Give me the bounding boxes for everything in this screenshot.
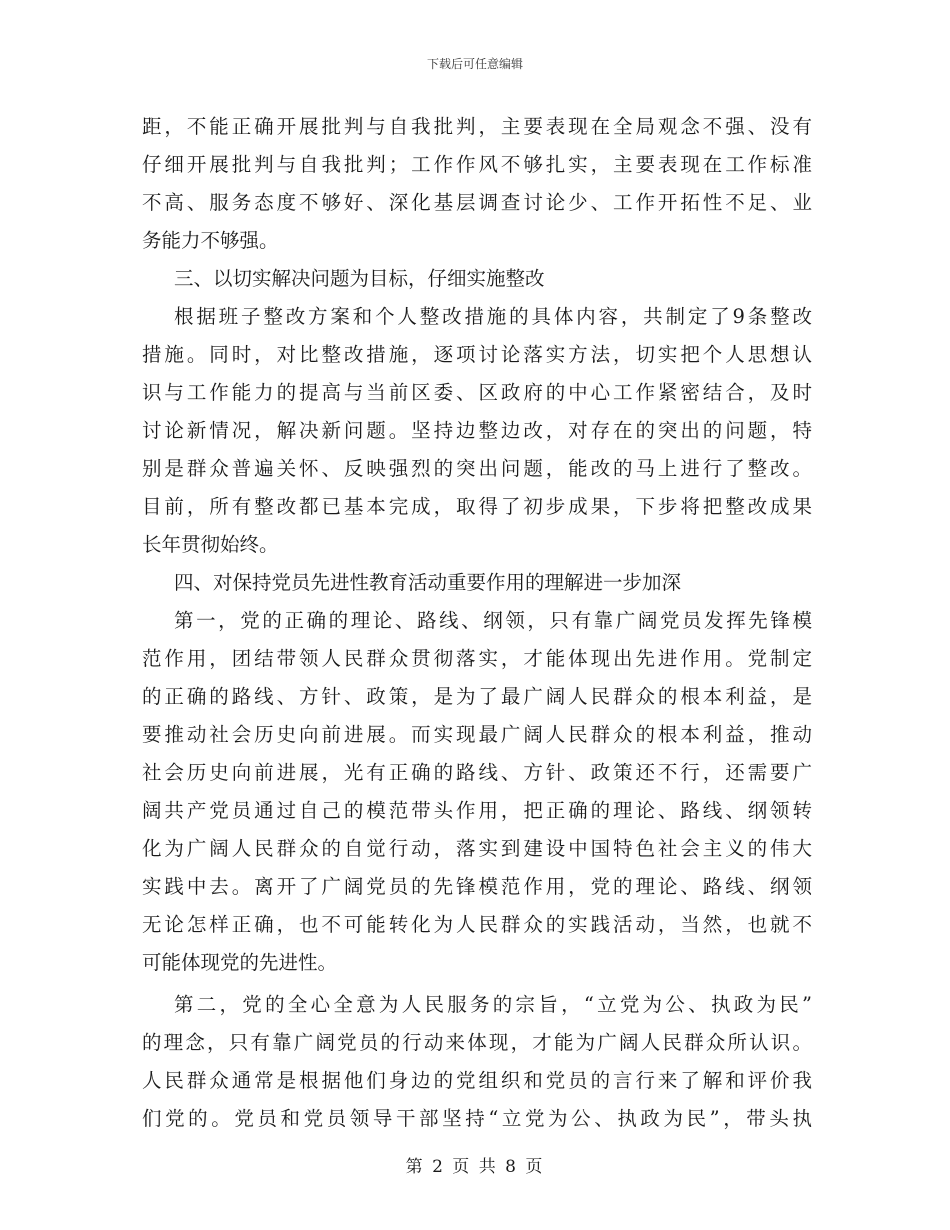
text-line: 可能体现党的先进性。 (142, 951, 338, 974)
text-line: 务能力不够强。 (142, 229, 279, 252)
page-footer: 第 2 页 共 8 页 (405, 1157, 545, 1177)
text-line: 距，不能正确开展批判与自我批判，主要表现在全局观念不强、没有 (142, 115, 812, 138)
section-heading: 四、对保持党员先进性教育活动重要作用的理解进一步加深 (174, 571, 682, 594)
document-body (142, 108, 812, 1138)
text-line: 讨论新情况，解决新问题。坚持边整边改，对存在的突出的问题，特 (142, 419, 812, 442)
text-line: 要推动社会历史向前进展。而实现最广阔人民群众的根本利益，推动 (142, 723, 812, 746)
text-line: 别是群众普遍关怀、反映强烈的突出问题，能改的马上进行了整改。 (142, 457, 812, 480)
text-line: 第一，党的正确的理论、路线、纲领，只有靠广阔党员发挥先锋模 (174, 609, 812, 632)
text-line: 范作用，团结带领人民群众贯彻落实，才能体现出先进作用。党制定 (142, 647, 812, 670)
text-line: 人民群众通常是根据他们身边的党组织和党员的言行来了解和评价我 (142, 1069, 812, 1092)
text-line: 无论怎样正确，也不可能转化为人民群众的实践活动，当然，也就不 (142, 913, 812, 936)
text-line: 仔细开展批判与自我批判；工作作风不够扎实，主要表现在工作标准 (142, 153, 812, 176)
text-line: 识与工作能力的提高与当前区委、区政府的中心工作紧密结合，及时 (142, 381, 812, 404)
text-line: 实践中去。离开了广阔党员的先锋模范作用，党的理论、路线、纲领 (142, 875, 812, 898)
text-line: 的正确的路线、方针、政策，是为了最广阔人民群众的根本利益，是 (142, 685, 812, 708)
page-header: 下载后可任意编辑 (426, 57, 523, 71)
text-line: 们党的。党员和党员领导干部坚持“立党为公、执政为民”，带头执 (142, 1107, 812, 1130)
text-line: 根据班子整改方案和个人整改措施的具体内容，共制定了9条整改 (174, 305, 812, 328)
text-line: 第二，党的全心全意为人民服务的宗旨，“立党为公、执政为民” (174, 993, 812, 1016)
section-heading: 三、以切实解决问题为目标，仔细实施整改 (174, 267, 545, 290)
text-line: 阔共产党员通过自己的模范带头作用，把正确的理论、路线、纲领转 (142, 799, 812, 822)
text-line: 目前，所有整改都已基本完成，取得了初步成果，下步将把整改成果 (142, 495, 812, 518)
text-line: 社会历史向前进展，光有正确的路线、方针、政策还不行，还需要广 (142, 761, 812, 784)
text-line: 化为广阔人民群众的自觉行动，落实到建设中国特色社会主义的伟大 (142, 837, 812, 860)
text-line: 措施。同时，对比整改措施，逐项讨论落实方法，切实把个人思想认 (142, 343, 812, 366)
text-line: 长年贯彻始终。 (142, 533, 279, 556)
text-line: 不高、服务态度不够好、深化基层调查讨论少、工作开拓性不足、业 (142, 191, 812, 214)
text-line: 的理念，只有靠广阔党员的行动来体现，才能为广阔人民群众所认识。 (142, 1031, 812, 1054)
